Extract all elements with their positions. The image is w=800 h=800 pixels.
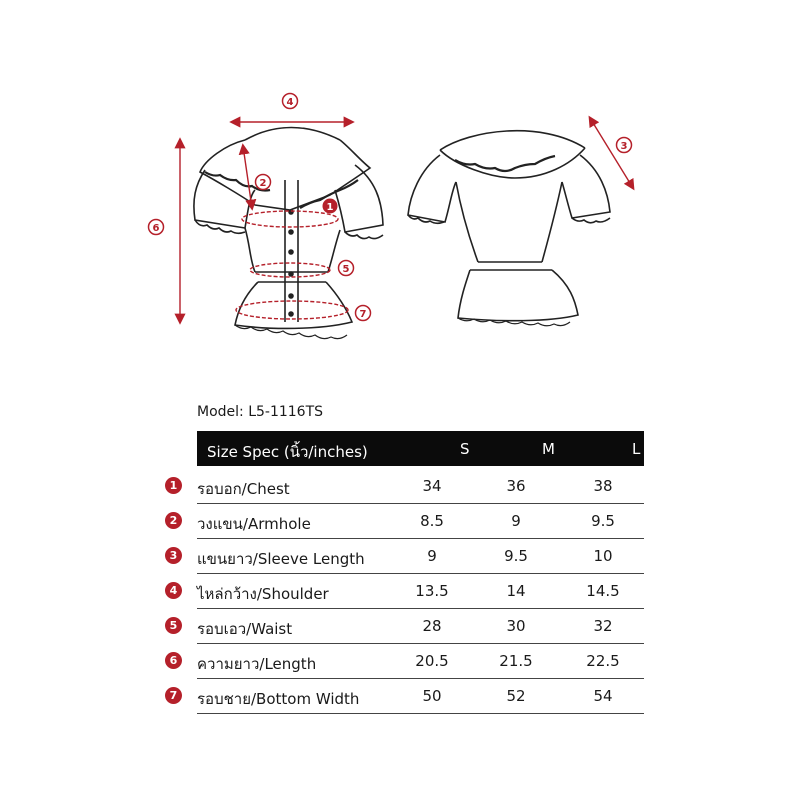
header-size-spec: Size Spec (นิ้ว/inches)	[207, 443, 368, 461]
row-number-badge: 1	[165, 477, 182, 494]
diagram-markers	[149, 94, 632, 321]
value-m: 30	[506, 617, 526, 635]
marker-3	[617, 138, 632, 153]
value-l: 22.5	[586, 652, 620, 670]
table-header	[197, 431, 644, 466]
svg-text:4: 4	[286, 97, 294, 108]
marker-1	[323, 199, 338, 214]
value-m: 9	[511, 512, 521, 530]
model-number: Model: L5-1116TS	[197, 404, 324, 420]
row-number-badge: 3	[165, 547, 182, 564]
row-label: รอบอก/Chest	[197, 480, 290, 498]
value-l: 9.5	[591, 512, 615, 530]
table-row-waist	[164, 609, 644, 644]
measurement-lines	[180, 118, 633, 322]
marker-2	[256, 175, 271, 190]
value-s: 34	[422, 477, 442, 495]
value-l: 54	[593, 687, 613, 705]
value-s: 50	[422, 687, 442, 705]
value-s: 13.5	[415, 582, 449, 600]
header-size-m: M	[542, 440, 555, 458]
marker-6	[149, 220, 164, 235]
row-number-badge: 2	[165, 512, 182, 529]
value-s: 9	[427, 547, 437, 565]
value-m: 9.5	[504, 547, 528, 565]
header-size-s: S	[460, 440, 470, 458]
svg-text:3: 3	[620, 141, 628, 152]
table-row-shoulder	[164, 574, 644, 609]
value-l: 14.5	[586, 582, 620, 600]
svg-text:6: 6	[152, 223, 160, 234]
back-view-drawing	[408, 131, 610, 326]
marker-5	[339, 261, 354, 276]
value-s: 28	[422, 617, 442, 635]
row-number-badge: 6	[165, 652, 182, 669]
svg-text:5: 5	[342, 264, 350, 275]
marker-4	[283, 94, 298, 109]
table-row-armhole	[164, 504, 644, 539]
row-label: รอบชาย/Bottom Width	[197, 690, 360, 708]
table-row-sleeve-length	[164, 539, 644, 574]
sleeve-measure-line	[590, 118, 633, 188]
value-m: 36	[506, 477, 526, 495]
svg-text:2: 2	[259, 178, 267, 189]
value-l: 10	[593, 547, 613, 565]
marker-7	[356, 306, 371, 321]
front-view-drawing	[194, 128, 383, 339]
value-l: 38	[593, 477, 613, 495]
row-label: รอบเอว/Waist	[197, 620, 293, 638]
row-number-badge: 5	[165, 617, 182, 634]
table-row-length	[164, 644, 644, 679]
row-label: ไหล่กว้าง/Shoulder	[197, 585, 329, 603]
header-size-l: L	[632, 440, 641, 458]
value-s: 8.5	[420, 512, 444, 530]
row-label: ความยาว/Length	[197, 655, 317, 673]
table-row-chest	[164, 469, 644, 504]
value-m: 14	[506, 582, 526, 600]
svg-text:7: 7	[359, 309, 367, 320]
row-number-badge: 7	[165, 687, 182, 704]
row-label: แขนยาว/Sleeve Length	[197, 550, 365, 568]
value-m: 52	[506, 687, 526, 705]
table-row-bottom-width	[164, 679, 644, 714]
value-s: 20.5	[415, 652, 449, 670]
row-divider	[197, 713, 644, 714]
value-m: 21.5	[499, 652, 533, 670]
row-label: วงแขน/Armhole	[197, 515, 311, 533]
row-number-badge: 4	[165, 582, 182, 599]
svg-text:1: 1	[326, 202, 334, 213]
value-l: 32	[593, 617, 613, 635]
